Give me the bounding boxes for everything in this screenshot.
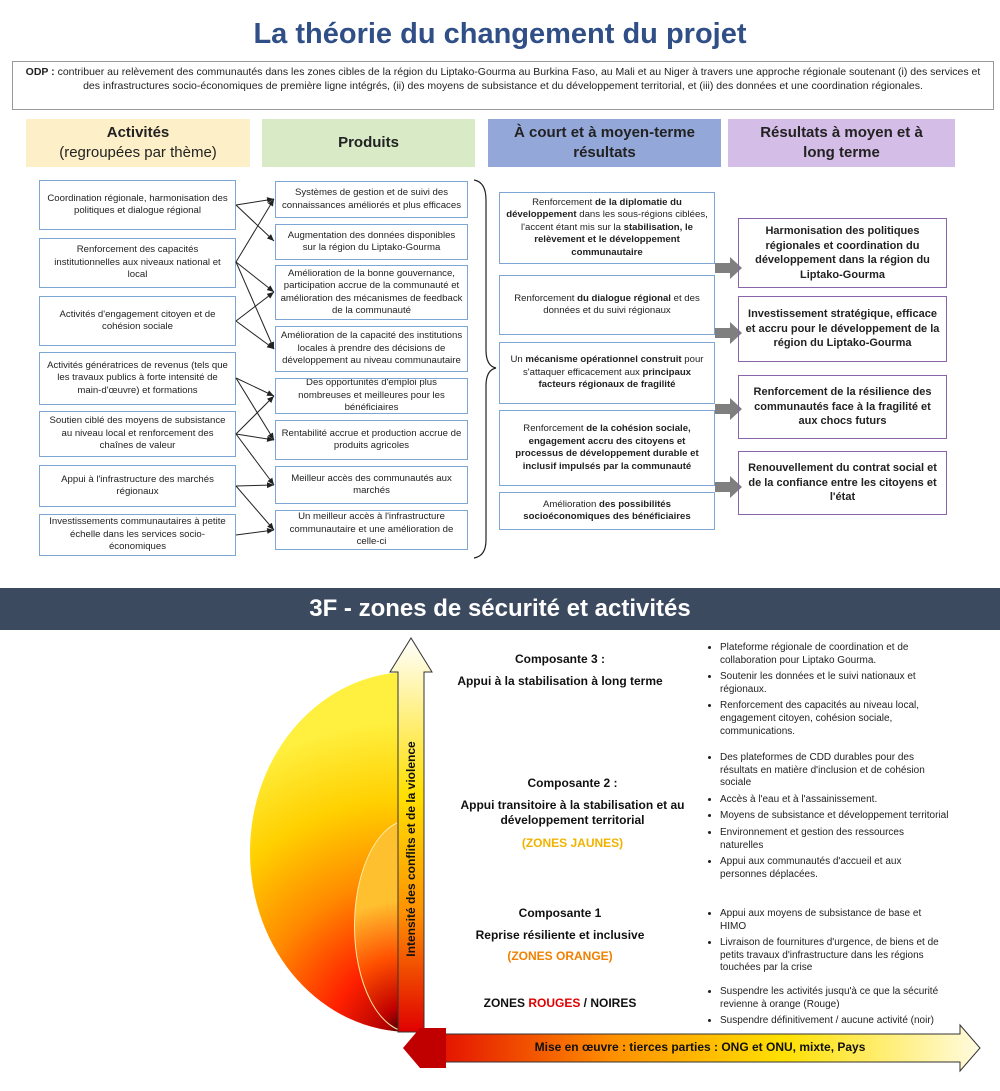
- sr-text: Renforcement: [532, 196, 596, 208]
- bullet-item: • Soutenir les données et le suivi nationaux et régionaux.: [720, 671, 950, 696]
- product-box: Rentabilité accrue et production accrue de produits agricoles: [275, 420, 468, 460]
- header-activites-sub: (regroupées par thème): [59, 144, 217, 161]
- product-box: Systèmes de gestion et de suivi des connaissances améliorés et plus efficaces: [275, 181, 468, 218]
- sr-bold: de la cohésion sociale, engagement accru des citoyens et processus de développement durable et inclusif impulsés par la communauté: [515, 423, 699, 472]
- sr-bold: stabilisation, le relèvement et le développement communautaire: [534, 221, 693, 258]
- component-3: [440, 652, 680, 688]
- sr-bold: principaux facteurs régionaux de fragilité: [538, 366, 692, 391]
- page-title: La théorie du changement du projet: [253, 18, 747, 50]
- odp-text: contribuer au relèvement des communautés dans les zones cibles de la région du Liptako-Gourma au Burkina Faso, au Mali et au Niger à travers une approche régionale soutenant (i) des services et des infrastructures socio-économiques de première ligne intégrés, (ii) des moyens de subsistance et du développement territorial, et (iii) des données et une coordination régionales.: [57, 66, 981, 92]
- zr-red: ROUGES: [528, 996, 581, 1010]
- sr-text: Renforcement: [514, 292, 578, 304]
- banner-text: 3F - zones de sécurité et activités: [309, 595, 691, 622]
- long-result-box: Renouvellement du contrat social et de la confiance entre les citoyens et l'état: [738, 451, 947, 515]
- header-long-title: Résultats à moyen et à long terme: [760, 124, 923, 161]
- header-produits-title: Produits: [338, 134, 399, 151]
- bullet-item: • Accès à l'eau et à l'assainissement.: [720, 794, 950, 807]
- bullet-item: • Suspendre définitivement / aucune activité (noir): [720, 1015, 975, 1028]
- component-2-name: Appui transitoire à la stabilisation et au développement territorial: [460, 798, 685, 827]
- section-banner: [0, 588, 1000, 630]
- activity-box: Activités d'engagement citoyen et de cohésion sociale: [39, 296, 236, 346]
- product-box: Des opportunités d'emploi plus nombreuses et meilleures pour les bénéficiaires: [275, 378, 468, 414]
- component-1-name: Reprise résiliente et inclusive: [475, 928, 645, 942]
- bullet-item: • Environnement et gestion des ressources naturelles: [720, 827, 950, 852]
- zr-pre: ZONES: [483, 996, 529, 1010]
- component-2-zone: (ZONES JAUNES): [521, 836, 624, 850]
- zr-post: / NOIRES: [580, 996, 637, 1010]
- long-result-box: Investissement stratégique, efficace et accru pour le développement de la région du Liptako-Gourma: [738, 296, 947, 362]
- sr-text: et des données et du suivi régionaux: [543, 292, 700, 316]
- activity-box: Activités génératrices de revenus (tels que les travaux publics à forte intensité de main-d'œuvre) et formations: [39, 352, 236, 405]
- sr-bold: du dialogue régional: [577, 292, 671, 304]
- zr-bullets: [710, 986, 975, 1032]
- sr-text: Un: [510, 354, 526, 366]
- component-1: [440, 906, 680, 963]
- component-3-name: Appui à la stabilisation à long terme: [457, 674, 663, 688]
- x-axis-label: Mise en œuvre : tierces parties : ONG et ONU, mixte, Pays: [534, 1040, 866, 1054]
- bullet-item: • Plateforme régionale de coordination et de collaboration pour Liptako Gourma.: [720, 642, 950, 667]
- bullet-item: • Moyens de subsistance et développement territorial: [720, 810, 950, 823]
- sr-bold: de la diplomatie du développement: [506, 196, 682, 221]
- bullet-item: • Renforcement des capacités au niveau local, engagement citoyen, cohésion sociale, communications.: [720, 700, 950, 738]
- sr-bold: des possibilités socioéconomiques des bénéficiaires: [523, 498, 691, 522]
- product-box: Amélioration de la capacité des institutions locales à prendre des décisions de développement au niveau communautaire: [275, 326, 468, 372]
- bullet-item: • Appui aux moyens de subsistance de base et HIMO: [720, 908, 950, 933]
- odp-label: ODP :: [25, 66, 55, 78]
- long-result-box: Harmonisation des politiques régionales et coordination du développement dans la région du Liptako-Gourma: [738, 218, 947, 288]
- activity-box: Coordination régionale, harmonisation des politiques et dialogue régional: [39, 180, 236, 230]
- c3-bullets: [710, 642, 950, 742]
- sr-text: Renforcement: [523, 423, 587, 434]
- header-activites-title: Activités: [106, 124, 170, 141]
- component-3-title: Composante 3 :: [514, 652, 605, 666]
- header-court-title: À court et à moyen-terme résultats: [514, 124, 695, 161]
- zones-rouges-noires: [440, 996, 680, 1010]
- product-box: Augmentation des données disponibles sur la région du Liptako-Gourma: [275, 224, 468, 260]
- activity-box: Appui à l'infrastructure des marchés régionaux: [39, 465, 236, 507]
- product-box: Amélioration de la bonne gouvernance, participation accrue de la communauté et amélioration des mécanismes de feedback de la communauté: [275, 265, 468, 320]
- bullet-item: • Appui aux communautés d'accueil et aux personnes déplacées.: [720, 856, 950, 881]
- c1-bullets: [710, 908, 950, 979]
- sr-text: Amélioration: [543, 498, 599, 510]
- component-1-title: Composante 1: [518, 906, 602, 920]
- product-box: Meilleur accès des communautés aux marchés: [275, 466, 468, 504]
- sr-text: pour s'attaquer efficacement aux: [522, 354, 704, 378]
- y-axis-label: Intensité des conflits et de la violence: [404, 741, 418, 957]
- sr-bold: mécanisme opérationnel construit: [525, 354, 682, 366]
- product-box: Un meilleur accès à l'infrastructure communautaire et une amélioration de celle-ci: [275, 510, 468, 550]
- component-2-title: Composante 2 :: [527, 776, 618, 790]
- activity-box: Soutien ciblé des moyens de subsistance au niveau local et renforcement des chaînes de valeur: [39, 411, 236, 457]
- x-axis-arrow-tail: [403, 1028, 446, 1068]
- sr-text: dans les sous-régions ciblées, l'accent étant mis sur la: [521, 209, 708, 233]
- c2-bullets: [710, 752, 950, 885]
- bullet-item: • Des plateformes de CDD durables pour des résultats en matière d'inclusion et de cohésion sociale: [720, 752, 950, 790]
- bullet-item: • Livraison de fournitures d'urgence, de biens et de petits travaux d'infrastructure dans les régions touchées par la crise: [720, 937, 950, 975]
- long-result-box: Renforcement de la résilience des communautés face à la fragilité et aux chocs futurs: [738, 375, 947, 439]
- activity-box: Investissements communautaires à petite échelle dans les services socio-économiques: [39, 514, 236, 556]
- activity-box: Renforcement des capacités institutionnelles aux niveaux national et local: [39, 238, 236, 288]
- component-1-zone: (ZONES ORANGE): [507, 949, 613, 963]
- bullet-item: • Suspendre les activités jusqu'à ce que la sécurité revienne à orange (Rouge): [720, 986, 975, 1011]
- component-2: [440, 776, 705, 850]
